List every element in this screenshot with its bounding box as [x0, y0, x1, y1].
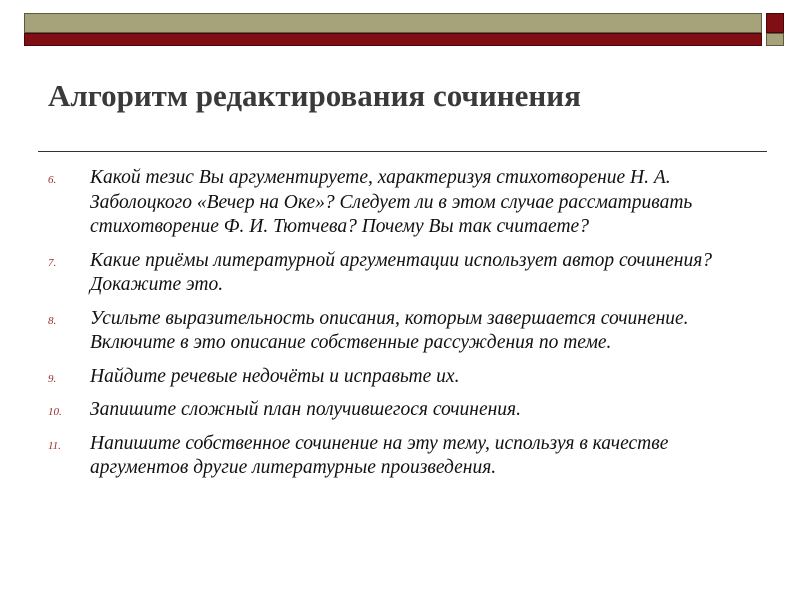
- list-item-number: 9.: [48, 372, 57, 385]
- list-item-text: Усильте выразительность описания, которым завершается сочинение. Включите в это описание собственные рассуждения по теме.: [90, 307, 689, 353]
- list-item-text: Найдите речевые недочёты и исправьте их.: [90, 365, 460, 387]
- list-item-number: 11.: [48, 439, 61, 452]
- title-divider: [38, 151, 767, 152]
- list-item-number: 10.: [48, 406, 62, 418]
- list-item: [48, 432, 738, 481]
- list-item: [48, 307, 738, 356]
- list-item-text: Запишите сложный план получившегося сочинения.: [90, 399, 521, 420]
- task-list: [48, 166, 738, 490]
- list-item-text: Напишите собственное сочинение на эту тему, используя в качестве аргументов другие литературные произведения.: [90, 432, 669, 478]
- header-square-maroon: [766, 13, 784, 33]
- list-item-number: 7.: [48, 256, 57, 269]
- list-item: [48, 398, 738, 423]
- slide-title: Алгоритм редактирования сочинения: [48, 78, 581, 113]
- list-item: [48, 249, 738, 298]
- header-square-olive: [766, 33, 784, 46]
- list-item-number: 8.: [48, 314, 57, 327]
- header-bar-maroon: [24, 33, 762, 46]
- header-bar-olive: [24, 13, 762, 33]
- list-item-text: Какие приёмы литературной аргументации использует автор сочинения? Докажите это.: [90, 249, 713, 295]
- list-item-text: Какой тезис Вы аргументируете, характеризуя стихотворение Н. А. Заболоцкого «Вечер на Оке»? Следует ли в этом случае рассматривать стихотворение Ф. И. Тютчева? Почему Вы так считаете?: [90, 167, 693, 237]
- list-item: [48, 365, 738, 390]
- list-item-number: 6.: [48, 174, 57, 186]
- list-item: [48, 166, 738, 240]
